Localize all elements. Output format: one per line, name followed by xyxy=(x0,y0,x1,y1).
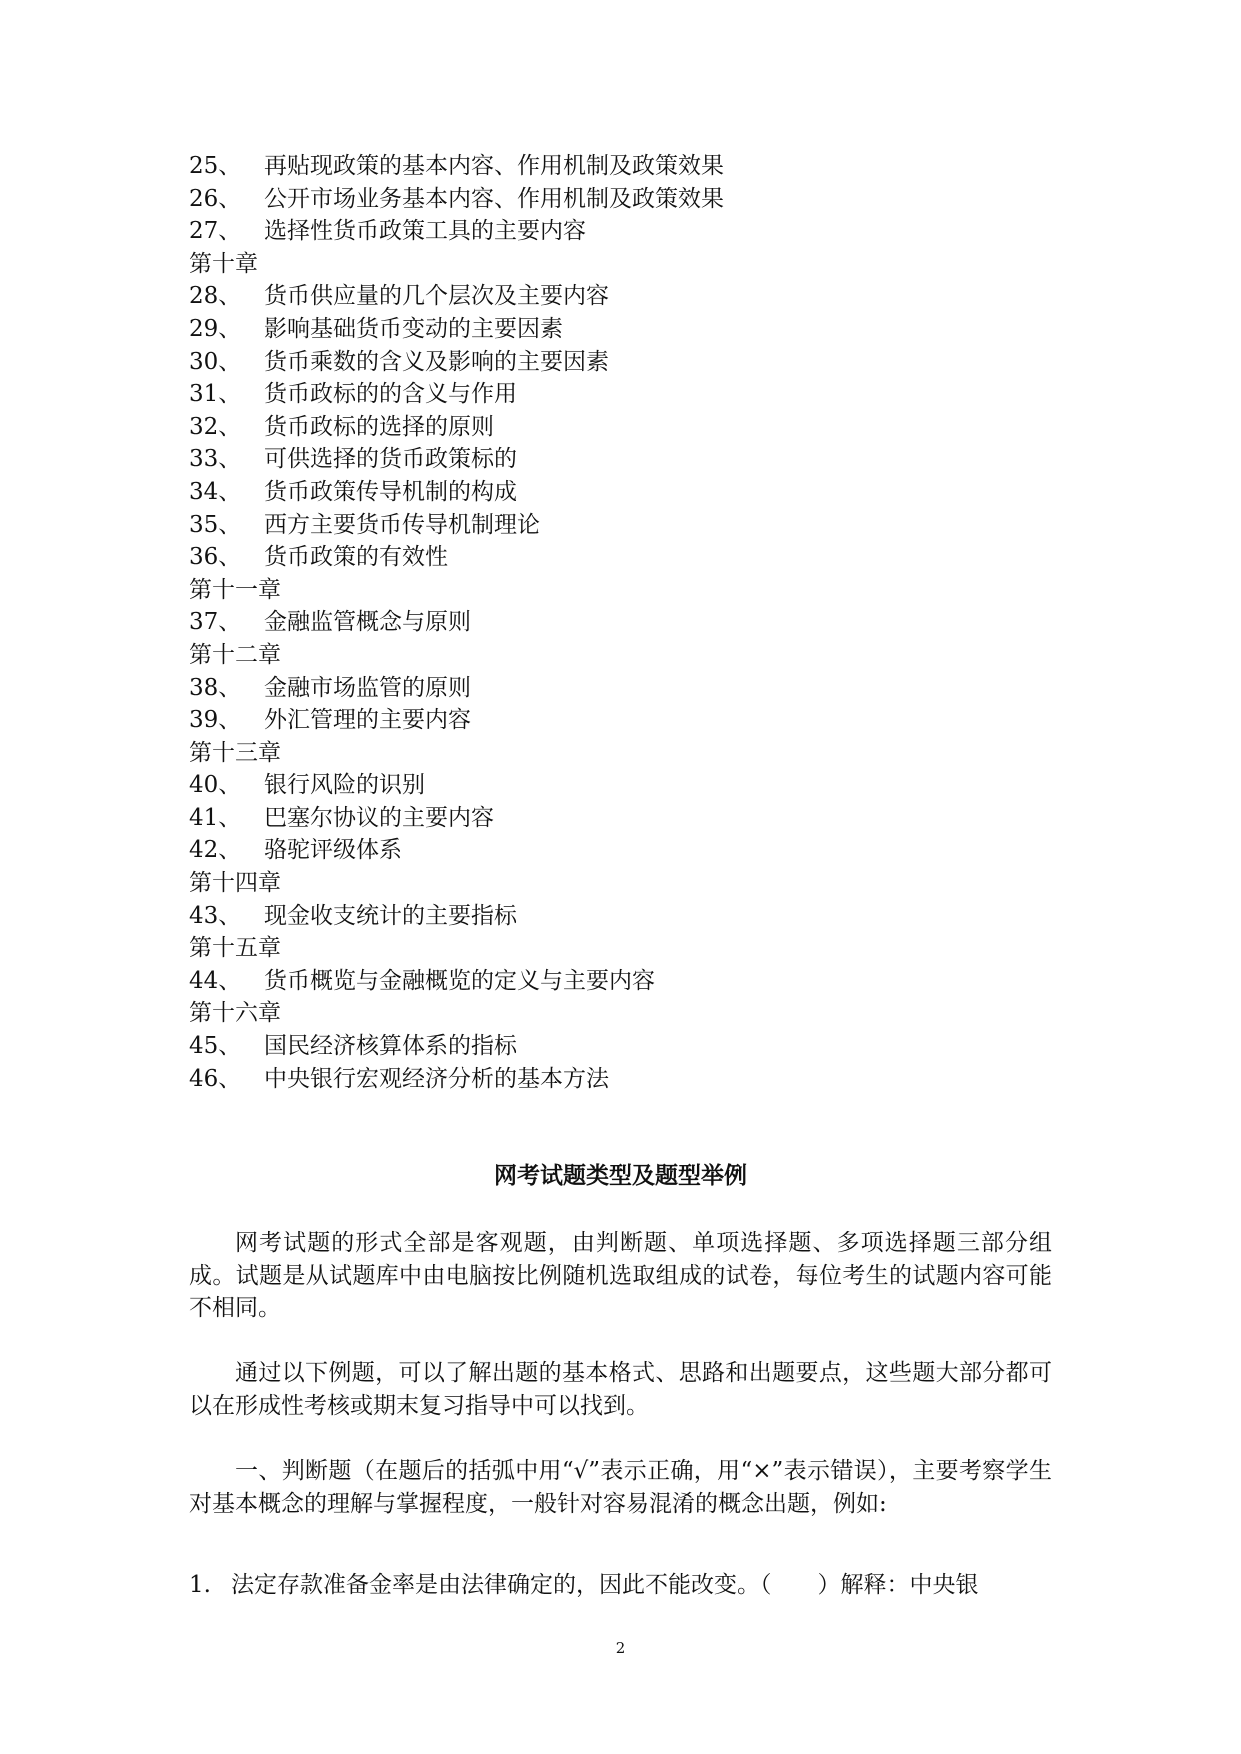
chapter-title: 第十五章 xyxy=(189,935,281,962)
outline-item xyxy=(189,606,1069,639)
section-title: 网考试题类型及题型举例 xyxy=(494,1163,747,1189)
item-text: 银行风险的识别 xyxy=(264,772,425,799)
item-text: 货币供应量的几个层次及主要内容 xyxy=(264,283,609,310)
item-text: 公开市场业务基本内容、作用机制及政策效果 xyxy=(264,185,724,212)
chapter-heading xyxy=(189,867,1069,900)
outline-item xyxy=(189,215,1069,248)
item-number: 27、 xyxy=(189,218,242,245)
item-number: 28、 xyxy=(189,283,242,310)
item-text: 货币政标的选择的原则 xyxy=(264,413,494,440)
outline-item xyxy=(189,183,1069,216)
item-number: 26、 xyxy=(189,185,242,212)
item-text: 骆驼评级体系 xyxy=(264,837,402,864)
outline-item xyxy=(189,280,1069,313)
chapter-heading xyxy=(189,997,1069,1030)
item-text: 国民经济核算体系的指标 xyxy=(264,1033,517,1060)
item-number: 35、 xyxy=(189,511,242,538)
item-number: 33、 xyxy=(189,446,242,473)
item-number: 31、 xyxy=(189,381,242,408)
item-number: 37、 xyxy=(189,609,242,636)
item-number: 42、 xyxy=(189,837,242,864)
outline-item xyxy=(189,1030,1069,1063)
chapter-title: 第十六章 xyxy=(189,1000,281,1027)
item-number: 45、 xyxy=(189,1033,242,1060)
item-text: 影响基础货币变动的主要因素 xyxy=(264,315,563,342)
chapter-outline xyxy=(189,150,1069,1095)
outline-item xyxy=(189,443,1069,476)
item-number: 43、 xyxy=(189,902,242,929)
chapter-title: 第十一章 xyxy=(189,576,281,603)
question-text: 法定存款准备金率是由法律确定的，因此不能改变。（ ）解释：中央银 xyxy=(231,1572,979,1598)
examples-paragraph: 通过以下例题，可以了解出题的基本格式、思路和出题要点，这些题大部分都可以在形成性考核或期末复习指导中可以找到。 xyxy=(189,1360,1052,1419)
item-text: 现金收支统计的主要指标 xyxy=(264,902,517,929)
outline-item xyxy=(189,965,1069,998)
question-item xyxy=(189,1569,1052,1601)
chapter-heading xyxy=(189,737,1069,770)
item-text: 选择性货币政策工具的主要内容 xyxy=(264,218,586,245)
chapter-heading xyxy=(189,932,1069,965)
outline-item xyxy=(189,378,1069,411)
item-text: 西方主要货币传导机制理论 xyxy=(264,511,540,538)
chapter-heading xyxy=(189,639,1069,672)
page-number: 2 xyxy=(615,1639,626,1657)
question-number: 1. xyxy=(189,1572,211,1598)
item-text: 中央银行宏观经济分析的基本方法 xyxy=(264,1065,609,1092)
item-number: 32、 xyxy=(189,413,242,440)
item-number: 29、 xyxy=(189,315,242,342)
outline-item xyxy=(189,150,1069,183)
item-number: 25、 xyxy=(189,153,242,179)
outline-item xyxy=(189,672,1069,705)
outline-item xyxy=(189,834,1069,867)
outline-item xyxy=(189,802,1069,835)
item-text: 货币政标的的含义与作用 xyxy=(264,381,517,408)
outline-item xyxy=(189,313,1069,346)
chapter-title: 第十章 xyxy=(189,250,258,277)
item-text: 货币政策的有效性 xyxy=(264,544,448,571)
item-text: 金融市场监管的原则 xyxy=(264,674,471,701)
item-number: 40、 xyxy=(189,772,242,799)
outline-item xyxy=(189,509,1069,542)
item-number: 41、 xyxy=(189,804,242,831)
outline-item xyxy=(189,900,1069,933)
item-text: 金融监管概念与原则 xyxy=(264,609,471,636)
chapter-title: 第十三章 xyxy=(189,739,281,766)
intro-paragraph: 网考试题的形式全部是客观题，由判断题、单项选择题、多项选择题三部分组成。试题是从试题库中由电脑按比例随机选取组成的试卷，每位考生的试题内容可能不相同。 xyxy=(189,1230,1052,1321)
item-text: 货币乘数的含义及影响的主要因素 xyxy=(264,348,609,375)
chapter-title: 第十四章 xyxy=(189,870,281,897)
item-text: 巴塞尔协议的主要内容 xyxy=(264,804,494,831)
item-number: 39、 xyxy=(189,707,242,734)
item-number: 46、 xyxy=(189,1065,242,1092)
item-text: 货币概览与金融概览的定义与主要内容 xyxy=(264,967,655,994)
item-number: 44、 xyxy=(189,967,242,994)
outline-item xyxy=(189,541,1069,574)
outline-item xyxy=(189,476,1069,509)
chapter-heading xyxy=(189,574,1069,607)
item-number: 34、 xyxy=(189,478,242,505)
outline-item xyxy=(189,1063,1069,1096)
item-text: 货币政策传导机制的构成 xyxy=(264,478,517,505)
true-false-section-paragraph: 一、判断题（在题后的括弧中用“√”表示正确，用“×”表示错误），主要考察学生对基本概念的理解与掌握程度，一般针对容易混淆的概念出题，例如: xyxy=(189,1458,1052,1517)
item-number: 30、 xyxy=(189,348,242,375)
outline-item xyxy=(189,769,1069,802)
outline-item xyxy=(189,346,1069,379)
item-text: 外汇管理的主要内容 xyxy=(264,707,471,734)
chapter-title: 第十二章 xyxy=(189,641,281,668)
item-number: 36、 xyxy=(189,544,242,571)
item-text: 可供选择的货币政策标的 xyxy=(264,446,517,473)
outline-item xyxy=(189,704,1069,737)
item-text: 再贴现政策的基本内容、作用机制及政策效果 xyxy=(264,153,724,179)
chapter-heading xyxy=(189,248,1069,281)
item-number: 38、 xyxy=(189,674,242,701)
outline-item xyxy=(189,411,1069,444)
